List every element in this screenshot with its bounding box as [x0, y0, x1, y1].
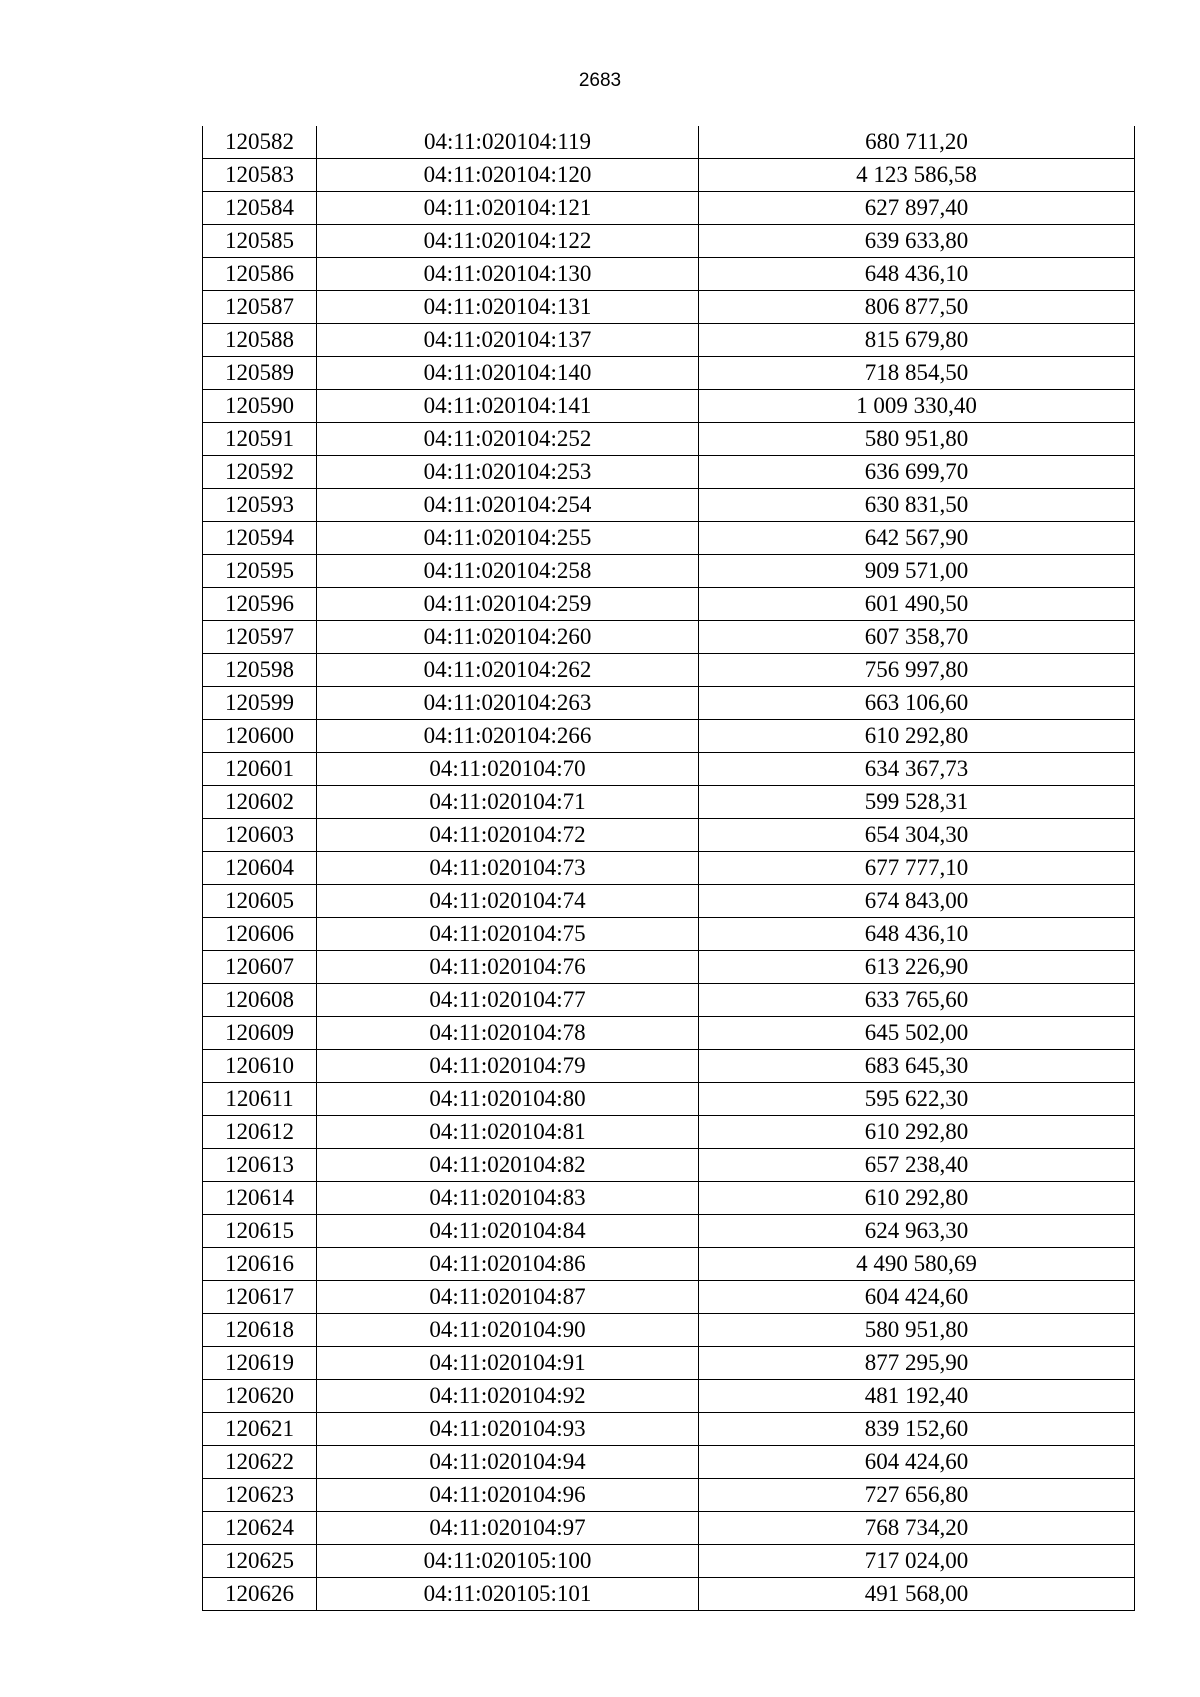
value-cell: 4 490 580,69 [699, 1248, 1135, 1281]
cadastral-number-cell: 04:11:020104:120 [317, 159, 699, 192]
row-number-cell: 120586 [203, 258, 317, 291]
row-number-cell: 120584 [203, 192, 317, 225]
table-row [203, 1050, 1135, 1083]
cadastral-number-cell: 04:11:020104:75 [317, 918, 699, 951]
value-cell: 877 295,90 [699, 1347, 1135, 1380]
cadastral-number-cell: 04:11:020104:94 [317, 1446, 699, 1479]
table-row [203, 126, 1135, 159]
row-number-cell: 120591 [203, 423, 317, 456]
value-cell: 839 152,60 [699, 1413, 1135, 1446]
cadastral-number-cell: 04:11:020104:141 [317, 390, 699, 423]
cadastral-number-cell: 04:11:020104:76 [317, 951, 699, 984]
row-number-cell: 120624 [203, 1512, 317, 1545]
row-number-cell: 120597 [203, 621, 317, 654]
cadastral-number-cell: 04:11:020104:81 [317, 1116, 699, 1149]
cadastral-number-cell: 04:11:020104:96 [317, 1479, 699, 1512]
row-number-cell: 120607 [203, 951, 317, 984]
value-cell: 683 645,30 [699, 1050, 1135, 1083]
table-row [203, 258, 1135, 291]
value-cell: 663 106,60 [699, 687, 1135, 720]
value-cell: 599 528,31 [699, 786, 1135, 819]
row-number-cell: 120621 [203, 1413, 317, 1446]
table-row [203, 1347, 1135, 1380]
row-number-cell: 120582 [203, 126, 317, 159]
value-cell: 648 436,10 [699, 258, 1135, 291]
row-number-cell: 120609 [203, 1017, 317, 1050]
table-row [203, 1017, 1135, 1050]
table-row [203, 1083, 1135, 1116]
table-row [203, 786, 1135, 819]
table-row [203, 1446, 1135, 1479]
value-cell: 1 009 330,40 [699, 390, 1135, 423]
value-cell: 491 568,00 [699, 1578, 1135, 1611]
row-number-cell: 120618 [203, 1314, 317, 1347]
cadastral-number-cell: 04:11:020104:92 [317, 1380, 699, 1413]
row-number-cell: 120595 [203, 555, 317, 588]
cadastral-number-cell: 04:11:020104:137 [317, 324, 699, 357]
table-row [203, 192, 1135, 225]
value-cell: 610 292,80 [699, 1182, 1135, 1215]
value-cell: 607 358,70 [699, 621, 1135, 654]
cadastral-number-cell: 04:11:020104:131 [317, 291, 699, 324]
value-cell: 601 490,50 [699, 588, 1135, 621]
value-cell: 636 699,70 [699, 456, 1135, 489]
cadastral-number-cell: 04:11:020104:254 [317, 489, 699, 522]
cadastral-number-cell: 04:11:020104:259 [317, 588, 699, 621]
cadastral-number-cell: 04:11:020104:71 [317, 786, 699, 819]
cadastral-number-cell: 04:11:020104:140 [317, 357, 699, 390]
row-number-cell: 120615 [203, 1215, 317, 1248]
table-row [203, 1182, 1135, 1215]
row-number-cell: 120625 [203, 1545, 317, 1578]
value-cell: 639 633,80 [699, 225, 1135, 258]
value-cell: 630 831,50 [699, 489, 1135, 522]
cadastral-number-cell: 04:11:020104:255 [317, 522, 699, 555]
table-row [203, 720, 1135, 753]
value-cell: 909 571,00 [699, 555, 1135, 588]
value-cell: 674 843,00 [699, 885, 1135, 918]
table-row [203, 852, 1135, 885]
table-container [202, 126, 1135, 1611]
cadastral-number-cell: 04:11:020104:90 [317, 1314, 699, 1347]
cadastral-number-cell: 04:11:020104:82 [317, 1149, 699, 1182]
cadastral-number-cell: 04:11:020104:91 [317, 1347, 699, 1380]
value-cell: 627 897,40 [699, 192, 1135, 225]
cadastral-number-cell: 04:11:020104:258 [317, 555, 699, 588]
cadastral-number-cell: 04:11:020104:260 [317, 621, 699, 654]
row-number-cell: 120583 [203, 159, 317, 192]
table-row [203, 1314, 1135, 1347]
table-row [203, 1215, 1135, 1248]
value-cell: 604 424,60 [699, 1446, 1135, 1479]
value-cell: 595 622,30 [699, 1083, 1135, 1116]
table-row [203, 291, 1135, 324]
row-number-cell: 120593 [203, 489, 317, 522]
cadastral-number-cell: 04:11:020104:121 [317, 192, 699, 225]
table-row [203, 1281, 1135, 1314]
row-number-cell: 120614 [203, 1182, 317, 1215]
cadastral-number-cell: 04:11:020104:72 [317, 819, 699, 852]
value-cell: 657 238,40 [699, 1149, 1135, 1182]
table-row [203, 621, 1135, 654]
value-cell: 642 567,90 [699, 522, 1135, 555]
value-cell: 624 963,30 [699, 1215, 1135, 1248]
cadastral-number-cell: 04:11:020104:263 [317, 687, 699, 720]
value-cell: 645 502,00 [699, 1017, 1135, 1050]
row-number-cell: 120602 [203, 786, 317, 819]
data-table [202, 126, 1135, 1611]
row-number-cell: 120598 [203, 654, 317, 687]
cadastral-number-cell: 04:11:020104:74 [317, 885, 699, 918]
cadastral-number-cell: 04:11:020105:101 [317, 1578, 699, 1611]
value-cell: 680 711,20 [699, 126, 1135, 159]
row-number-cell: 120601 [203, 753, 317, 786]
cadastral-number-cell: 04:11:020104:86 [317, 1248, 699, 1281]
table-row [203, 456, 1135, 489]
cadastral-number-cell: 04:11:020104:77 [317, 984, 699, 1017]
value-cell: 768 734,20 [699, 1512, 1135, 1545]
table-row [203, 885, 1135, 918]
row-number-cell: 120590 [203, 390, 317, 423]
value-cell: 634 367,73 [699, 753, 1135, 786]
table-row [203, 654, 1135, 687]
table-row [203, 1248, 1135, 1281]
value-cell: 604 424,60 [699, 1281, 1135, 1314]
row-number-cell: 120616 [203, 1248, 317, 1281]
value-cell: 580 951,80 [699, 423, 1135, 456]
cadastral-number-cell: 04:11:020104:70 [317, 753, 699, 786]
row-number-cell: 120610 [203, 1050, 317, 1083]
row-number-cell: 120585 [203, 225, 317, 258]
cadastral-number-cell: 04:11:020104:252 [317, 423, 699, 456]
cadastral-number-cell: 04:11:020104:266 [317, 720, 699, 753]
value-cell: 4 123 586,58 [699, 159, 1135, 192]
row-number-cell: 120620 [203, 1380, 317, 1413]
row-number-cell: 120617 [203, 1281, 317, 1314]
cadastral-number-cell: 04:11:020104:83 [317, 1182, 699, 1215]
cadastral-number-cell: 04:11:020104:262 [317, 654, 699, 687]
row-number-cell: 120622 [203, 1446, 317, 1479]
cadastral-number-cell: 04:11:020104:253 [317, 456, 699, 489]
value-cell: 610 292,80 [699, 720, 1135, 753]
value-cell: 718 854,50 [699, 357, 1135, 390]
table-body [203, 126, 1135, 1611]
table-row [203, 324, 1135, 357]
value-cell: 610 292,80 [699, 1116, 1135, 1149]
table-row [203, 522, 1135, 555]
row-number-cell: 120619 [203, 1347, 317, 1380]
row-number-cell: 120596 [203, 588, 317, 621]
value-cell: 806 877,50 [699, 291, 1135, 324]
table-row [203, 1512, 1135, 1545]
row-number-cell: 120600 [203, 720, 317, 753]
row-number-cell: 120592 [203, 456, 317, 489]
table-row [203, 918, 1135, 951]
row-number-cell: 120603 [203, 819, 317, 852]
table-row [203, 819, 1135, 852]
row-number-cell: 120611 [203, 1083, 317, 1116]
value-cell: 717 024,00 [699, 1545, 1135, 1578]
row-number-cell: 120606 [203, 918, 317, 951]
row-number-cell: 120588 [203, 324, 317, 357]
cadastral-number-cell: 04:11:020104:87 [317, 1281, 699, 1314]
table-row [203, 225, 1135, 258]
cadastral-number-cell: 04:11:020104:80 [317, 1083, 699, 1116]
row-number-cell: 120594 [203, 522, 317, 555]
cadastral-number-cell: 04:11:020104:130 [317, 258, 699, 291]
table-row [203, 753, 1135, 786]
row-number-cell: 120608 [203, 984, 317, 1017]
row-number-cell: 120605 [203, 885, 317, 918]
table-row [203, 1116, 1135, 1149]
row-number-cell: 120599 [203, 687, 317, 720]
table-row [203, 390, 1135, 423]
table-row [203, 159, 1135, 192]
table-row [203, 1545, 1135, 1578]
page-number: 2683 [578, 70, 622, 91]
table-row [203, 1380, 1135, 1413]
value-cell: 654 304,30 [699, 819, 1135, 852]
value-cell: 677 777,10 [699, 852, 1135, 885]
cadastral-number-cell: 04:11:020104:78 [317, 1017, 699, 1050]
value-cell: 756 997,80 [699, 654, 1135, 687]
table-row [203, 984, 1135, 1017]
cadastral-number-cell: 04:11:020104:84 [317, 1215, 699, 1248]
table-row [203, 1149, 1135, 1182]
table-row [203, 423, 1135, 456]
row-number-cell: 120604 [203, 852, 317, 885]
table-row [203, 1413, 1135, 1446]
table-row [203, 1479, 1135, 1512]
cadastral-number-cell: 04:11:020105:100 [317, 1545, 699, 1578]
value-cell: 633 765,60 [699, 984, 1135, 1017]
row-number-cell: 120626 [203, 1578, 317, 1611]
cadastral-number-cell: 04:11:020104:79 [317, 1050, 699, 1083]
table-row [203, 1578, 1135, 1611]
cadastral-number-cell: 04:11:020104:119 [317, 126, 699, 159]
row-number-cell: 120613 [203, 1149, 317, 1182]
table-row [203, 951, 1135, 984]
table-row [203, 687, 1135, 720]
value-cell: 481 192,40 [699, 1380, 1135, 1413]
cadastral-number-cell: 04:11:020104:122 [317, 225, 699, 258]
value-cell: 613 226,90 [699, 951, 1135, 984]
value-cell: 727 656,80 [699, 1479, 1135, 1512]
row-number-cell: 120587 [203, 291, 317, 324]
table-row [203, 489, 1135, 522]
value-cell: 815 679,80 [699, 324, 1135, 357]
row-number-cell: 120612 [203, 1116, 317, 1149]
value-cell: 580 951,80 [699, 1314, 1135, 1347]
table-row [203, 555, 1135, 588]
table-row [203, 588, 1135, 621]
cadastral-number-cell: 04:11:020104:73 [317, 852, 699, 885]
cadastral-number-cell: 04:11:020104:97 [317, 1512, 699, 1545]
value-cell: 648 436,10 [699, 918, 1135, 951]
table-row [203, 357, 1135, 390]
row-number-cell: 120623 [203, 1479, 317, 1512]
row-number-cell: 120589 [203, 357, 317, 390]
cadastral-number-cell: 04:11:020104:93 [317, 1413, 699, 1446]
